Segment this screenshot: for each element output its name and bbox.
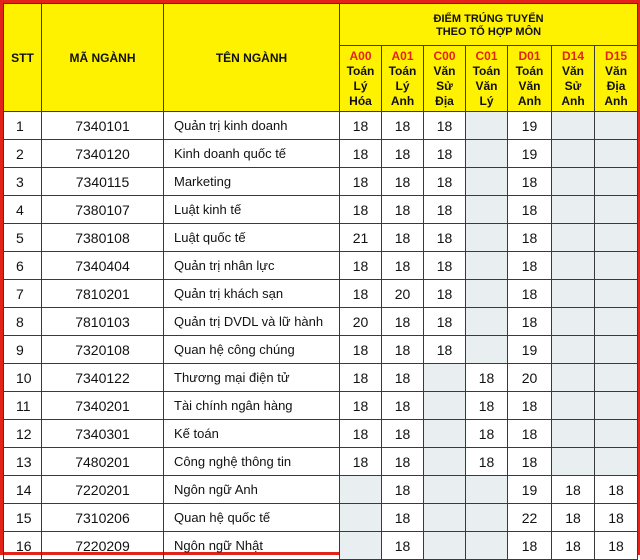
- cell-score-d14: [552, 336, 595, 364]
- cell-score-a00: 18: [340, 364, 382, 392]
- cell-ma-nganh: 7340301: [42, 420, 164, 448]
- cell-score-c01: [466, 252, 508, 280]
- table-body: [4, 112, 638, 560]
- table-row: [4, 308, 638, 336]
- cell-score-d14: [552, 392, 595, 420]
- header-combo-d14: [552, 46, 595, 112]
- cell-score-c00: 18: [424, 196, 466, 224]
- combo-line3: Anh: [517, 94, 542, 108]
- cell-score-c00: [424, 504, 466, 532]
- cell-score-a01: 18: [382, 364, 424, 392]
- cell-score-d14: [552, 280, 595, 308]
- table-row: [4, 392, 638, 420]
- cell-ma-nganh: 7220201: [42, 476, 164, 504]
- cell-score-a00: 18: [340, 140, 382, 168]
- cell-score-c00: 18: [424, 112, 466, 140]
- header-score-group: [340, 4, 638, 46]
- cell-stt: 5: [4, 224, 42, 252]
- cell-score-c00: 18: [424, 336, 466, 364]
- cell-score-c01: [466, 112, 508, 140]
- cell-ma-nganh: 7340404: [42, 252, 164, 280]
- cell-score-a00: 18: [340, 280, 382, 308]
- cell-score-a00: 18: [340, 252, 382, 280]
- combo-line1: Văn: [433, 64, 456, 78]
- cell-score-a00: 18: [340, 392, 382, 420]
- cell-score-d15: [595, 252, 638, 280]
- cell-stt: 8: [4, 308, 42, 336]
- cell-ten-nganh: Tài chính ngân hàng: [164, 392, 340, 420]
- cell-score-c01: [466, 140, 508, 168]
- cell-ten-nganh: Thương mại điện tử: [164, 364, 340, 392]
- combo-line2: Văn: [518, 79, 541, 93]
- combo-code: D15: [605, 49, 628, 63]
- cell-ma-nganh: 7810201: [42, 280, 164, 308]
- combo-line3: Lý: [479, 94, 494, 108]
- cell-score-a01: 18: [382, 168, 424, 196]
- cell-score-d15: [595, 392, 638, 420]
- cell-ma-nganh: 7310206: [42, 504, 164, 532]
- cell-score-d01: 19: [508, 336, 552, 364]
- cell-score-a01: 18: [382, 224, 424, 252]
- cell-ma-nganh: 7340201: [42, 392, 164, 420]
- combo-code: A00: [349, 49, 372, 63]
- combo-code: C00: [433, 49, 456, 63]
- header-combo-c01: [466, 46, 508, 112]
- cell-score-c01: [466, 504, 508, 532]
- cell-ma-nganh: 7380107: [42, 196, 164, 224]
- cell-score-a00: 18: [340, 196, 382, 224]
- cell-score-d01: 18: [508, 532, 552, 560]
- cell-score-a01: 18: [382, 420, 424, 448]
- cell-score-c01: [466, 224, 508, 252]
- cell-score-d01: 19: [508, 112, 552, 140]
- combo-line3: Anh: [390, 94, 415, 108]
- cell-ten-nganh: Luật kinh tế: [164, 196, 340, 224]
- cell-score-d14: [552, 140, 595, 168]
- combo-code: D14: [561, 49, 584, 63]
- cell-score-c00: [424, 448, 466, 476]
- combo-line1: Toán: [515, 64, 544, 78]
- cell-stt: 2: [4, 140, 42, 168]
- cell-score-a01: 20: [382, 280, 424, 308]
- cell-score-c00: [424, 420, 466, 448]
- cell-score-c01: 18: [466, 420, 508, 448]
- header-group-line2: THEO TỔ HỢP MÔN: [435, 25, 542, 38]
- cell-score-d01: 22: [508, 504, 552, 532]
- cell-score-c00: 18: [424, 224, 466, 252]
- cell-ten-nganh: Marketing: [164, 168, 340, 196]
- table-header: [4, 4, 638, 112]
- cell-score-c01: 18: [466, 448, 508, 476]
- cell-stt: 3: [4, 168, 42, 196]
- header-group-line1: ĐIỂM TRÚNG TUYỂN: [433, 12, 544, 25]
- cell-score-a01: 18: [382, 392, 424, 420]
- cell-score-a00: [340, 532, 382, 560]
- cell-ma-nganh: 7480201: [42, 448, 164, 476]
- combo-code: A01: [391, 49, 414, 63]
- cell-score-a01: 18: [382, 448, 424, 476]
- cell-ten-nganh: Quản trị khách sạn: [164, 280, 340, 308]
- cell-score-d01: 18: [508, 168, 552, 196]
- table-row: [4, 168, 638, 196]
- cell-score-a00: 18: [340, 336, 382, 364]
- cell-ma-nganh: 7220209: [42, 532, 164, 560]
- cell-score-c01: [466, 196, 508, 224]
- cell-score-a00: 18: [340, 448, 382, 476]
- cell-score-a00: 21: [340, 224, 382, 252]
- cell-score-c01: [466, 308, 508, 336]
- cell-score-d14: 18: [552, 532, 595, 560]
- cell-score-d14: [552, 308, 595, 336]
- cell-score-d01: 18: [508, 280, 552, 308]
- cell-score-c00: [424, 364, 466, 392]
- cell-score-d14: 18: [552, 504, 595, 532]
- admission-score-table: [3, 3, 638, 560]
- header-combo-d01: [508, 46, 552, 112]
- combo-line1: Toán: [388, 64, 417, 78]
- cell-score-d01: 19: [508, 140, 552, 168]
- table-row: [4, 448, 638, 476]
- header-combo-a00: [340, 46, 382, 112]
- cell-score-c00: [424, 392, 466, 420]
- cell-score-c01: [466, 280, 508, 308]
- cell-score-c00: 18: [424, 308, 466, 336]
- cell-score-d15: 18: [595, 476, 638, 504]
- cell-stt: 15: [4, 504, 42, 532]
- cell-ma-nganh: 7810103: [42, 308, 164, 336]
- cell-score-c01: 18: [466, 392, 508, 420]
- table-row: [4, 252, 638, 280]
- header-ma-nganh: MÃ NGÀNH: [42, 4, 164, 112]
- cell-score-d01: 18: [508, 252, 552, 280]
- cell-score-a00: 18: [340, 112, 382, 140]
- cell-ma-nganh: 7380108: [42, 224, 164, 252]
- cell-ten-nganh: Công nghệ thông tin: [164, 448, 340, 476]
- cell-score-c00: 18: [424, 280, 466, 308]
- cell-stt: 16: [4, 532, 42, 560]
- table-row: [4, 532, 638, 560]
- cell-ten-nganh: Quan hệ công chúng: [164, 336, 340, 364]
- cell-score-d15: [595, 336, 638, 364]
- cell-score-d01: 18: [508, 196, 552, 224]
- cell-score-c00: [424, 476, 466, 504]
- cell-score-d14: [552, 224, 595, 252]
- cell-score-d01: 20: [508, 364, 552, 392]
- cell-ma-nganh: 7340122: [42, 364, 164, 392]
- combo-line2: Lý: [353, 79, 368, 93]
- cell-score-d01: 18: [508, 448, 552, 476]
- cell-score-c01: [466, 532, 508, 560]
- cell-score-d14: [552, 112, 595, 140]
- cell-score-d15: [595, 140, 638, 168]
- cell-ma-nganh: 7340101: [42, 112, 164, 140]
- cell-score-d14: 18: [552, 476, 595, 504]
- header-stt: STT: [4, 4, 42, 112]
- header-ten-nganh: TÊN NGÀNH: [164, 4, 340, 112]
- cell-stt: 9: [4, 336, 42, 364]
- cell-score-d15: [595, 448, 638, 476]
- cell-score-c01: [466, 168, 508, 196]
- combo-line3: Địa: [435, 94, 454, 108]
- cell-score-d15: [595, 364, 638, 392]
- cell-score-d14: [552, 196, 595, 224]
- cell-ten-nganh: Luật quốc tế: [164, 224, 340, 252]
- cell-score-a00: 18: [340, 420, 382, 448]
- cell-score-c00: 18: [424, 140, 466, 168]
- cell-score-a01: 18: [382, 140, 424, 168]
- cell-score-a01: 18: [382, 196, 424, 224]
- cell-score-d14: [552, 168, 595, 196]
- table-row: [4, 476, 638, 504]
- cell-score-c01: [466, 336, 508, 364]
- cell-score-d15: [595, 420, 638, 448]
- table-row: [4, 112, 638, 140]
- cell-score-a01: 18: [382, 476, 424, 504]
- cell-score-a01: 18: [382, 532, 424, 560]
- combo-line1: Văn: [561, 64, 584, 78]
- cell-score-c00: 18: [424, 252, 466, 280]
- cell-ten-nganh: Quản trị kinh doanh: [164, 112, 340, 140]
- cell-stt: 13: [4, 448, 42, 476]
- cell-score-d15: 18: [595, 532, 638, 560]
- cell-score-d15: [595, 280, 638, 308]
- cell-ma-nganh: 7340120: [42, 140, 164, 168]
- cell-stt: 14: [4, 476, 42, 504]
- cell-ten-nganh: Quan hệ quốc tế: [164, 504, 340, 532]
- cell-score-d14: [552, 448, 595, 476]
- cell-score-d15: 18: [595, 504, 638, 532]
- cell-stt: 1: [4, 112, 42, 140]
- combo-code: D01: [518, 49, 541, 63]
- combo-line2: Địa: [606, 79, 626, 93]
- cell-score-a00: [340, 476, 382, 504]
- cell-score-d01: 18: [508, 392, 552, 420]
- cell-score-d14: [552, 364, 595, 392]
- cell-score-a01: 18: [382, 252, 424, 280]
- cell-stt: 11: [4, 392, 42, 420]
- cell-score-d14: [552, 420, 595, 448]
- cell-ten-nganh: Quản trị nhân lực: [164, 252, 340, 280]
- cell-score-c01: 18: [466, 364, 508, 392]
- table-row: [4, 336, 638, 364]
- combo-line2: Sử: [436, 79, 453, 93]
- table-row: [4, 280, 638, 308]
- cell-score-d01: 18: [508, 420, 552, 448]
- cell-score-d15: [595, 224, 638, 252]
- cell-ten-nganh: Kinh doanh quốc tế: [164, 140, 340, 168]
- header-combo-a01: [382, 46, 424, 112]
- table-row: [4, 364, 638, 392]
- cell-ten-nganh: Ngôn ngữ Nhật: [164, 532, 340, 560]
- combo-line2: Lý: [395, 79, 410, 93]
- table-row: [4, 420, 638, 448]
- cell-score-d01: 18: [508, 224, 552, 252]
- cell-score-c00: [424, 532, 466, 560]
- cell-score-a01: 18: [382, 112, 424, 140]
- combo-line1: Toán: [346, 64, 375, 78]
- cell-stt: 7: [4, 280, 42, 308]
- table-row: [4, 224, 638, 252]
- combo-line1: Văn: [605, 64, 628, 78]
- combo-line3: Anh: [561, 94, 585, 108]
- cell-score-c00: 18: [424, 168, 466, 196]
- combo-line3: Hóa: [349, 94, 372, 108]
- table-row: [4, 140, 638, 168]
- cell-ten-nganh: Quản trị DVDL và lữ hành: [164, 308, 340, 336]
- cell-score-a00: 20: [340, 308, 382, 336]
- cell-stt: 12: [4, 420, 42, 448]
- cell-stt: 4: [4, 196, 42, 224]
- header-combo-c00: [424, 46, 466, 112]
- table-row: [4, 504, 638, 532]
- cell-ma-nganh: 7340115: [42, 168, 164, 196]
- cell-score-a00: 18: [340, 168, 382, 196]
- cell-ma-nganh: 7320108: [42, 336, 164, 364]
- cell-score-d14: [552, 252, 595, 280]
- combo-line2: Sử: [564, 79, 582, 93]
- cell-score-a01: 18: [382, 336, 424, 364]
- cell-score-a01: 18: [382, 308, 424, 336]
- cell-score-d15: [595, 112, 638, 140]
- table-row: [4, 196, 638, 224]
- combo-line3: Anh: [604, 94, 628, 108]
- cell-score-d01: 19: [508, 476, 552, 504]
- combo-line1: Toán: [472, 64, 501, 78]
- header-combo-d15: [595, 46, 638, 112]
- cell-stt: 6: [4, 252, 42, 280]
- combo-code: C01: [475, 49, 498, 63]
- cell-score-a00: [340, 504, 382, 532]
- cell-ten-nganh: Kế toán: [164, 420, 340, 448]
- cell-score-a01: 18: [382, 504, 424, 532]
- combo-line2: Văn: [475, 79, 498, 93]
- cell-ten-nganh: Ngôn ngữ Anh: [164, 476, 340, 504]
- cell-stt: 10: [4, 364, 42, 392]
- cell-score-d15: [595, 308, 638, 336]
- cell-score-c01: [466, 476, 508, 504]
- cell-score-d01: 18: [508, 308, 552, 336]
- cell-score-d15: [595, 168, 638, 196]
- cell-score-d15: [595, 196, 638, 224]
